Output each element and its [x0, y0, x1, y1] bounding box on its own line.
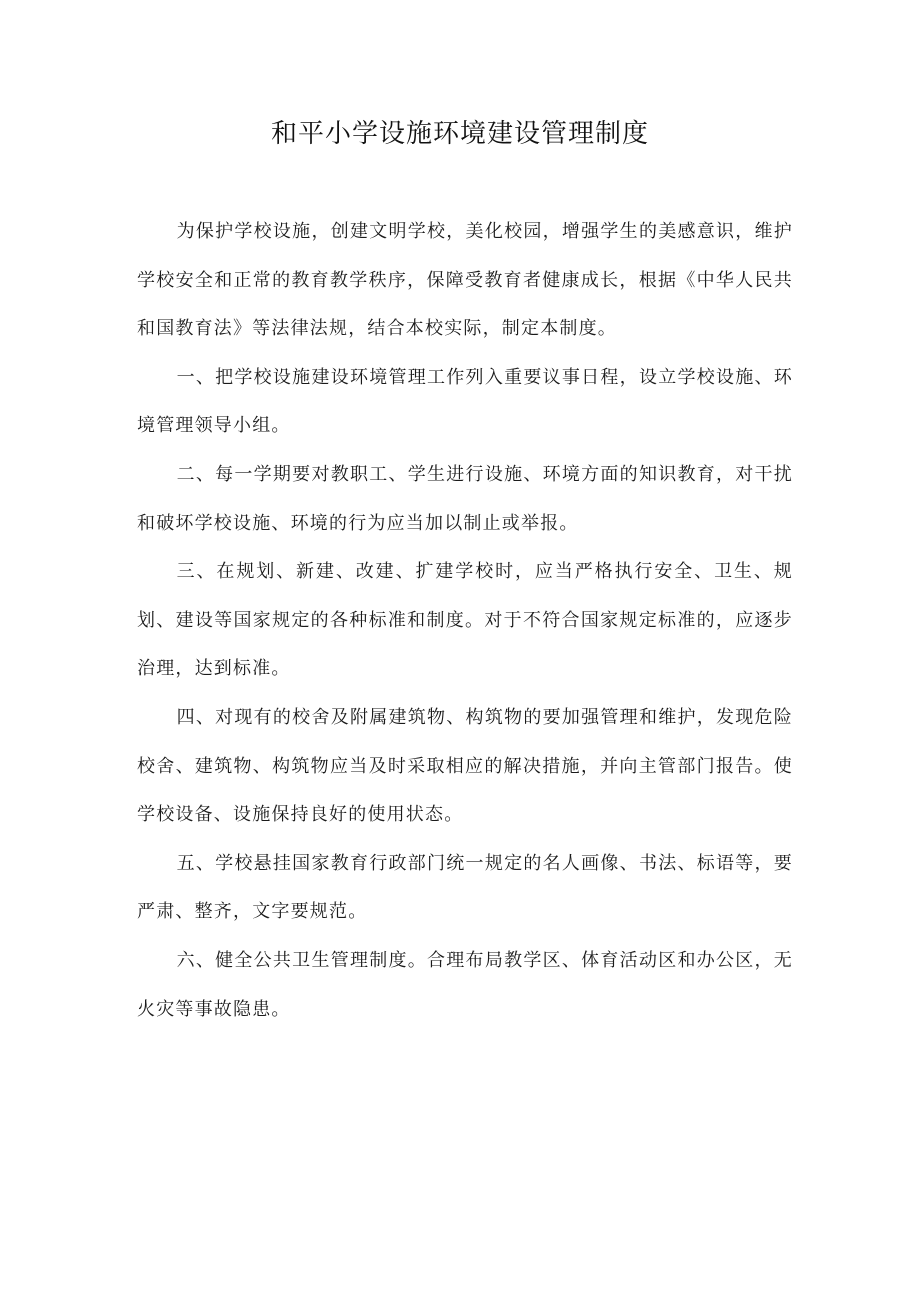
clause-1-paragraph: 一、把学校设施建设环境管理工作列入重要议事日程，设立学校设施、环境管理领导小组。 — [137, 366, 793, 437]
document-title: 和平小学设施环境建设管理制度 — [270, 119, 649, 149]
document-body — [137, 208, 793, 1034]
clause-4-paragraph: 四、对现有的校舍及附属建筑物、构筑物的要加强管理和维护，发现危险校舍、建筑物、构筑物应当及时采取相应的解决措施，并向主管部门报告。使学校设备、设施保持良好的使用状态。 — [137, 706, 793, 826]
clause-3-paragraph: 三、在规划、新建、改建、扩建学校时，应当严格执行安全、卫生、规划、建设等国家规定的各种标准和制度。对于不符合国家规定标准的，应逐步治理，达到标准。 — [137, 561, 793, 680]
intro-paragraph: 为保护学校设施，创建文明学校，美化校园，增强学生的美感意识，维护学校安全和正常的教育教学秩序，保障受教育者健康成长，根据《中华人民共和国教育法》等法律法规，结合本校实际，制定本制度。 — [137, 221, 793, 340]
clause-2-paragraph: 二、每一学期要对教职工、学生进行设施、环境方面的知识教育，对干扰和破坏学校设施、环境的行为应当加以制止或举报。 — [137, 463, 793, 534]
clause-5-paragraph: 五、学校悬挂国家教育行政部门统一规定的名人画像、书法、标语等，要严肃、整齐，文字要规范。 — [137, 852, 793, 923]
clause-6-paragraph: 六、健全公共卫生管理制度。合理布局教学区、体育活动区和办公区，无火灾等事故隐患。 — [137, 949, 793, 1020]
